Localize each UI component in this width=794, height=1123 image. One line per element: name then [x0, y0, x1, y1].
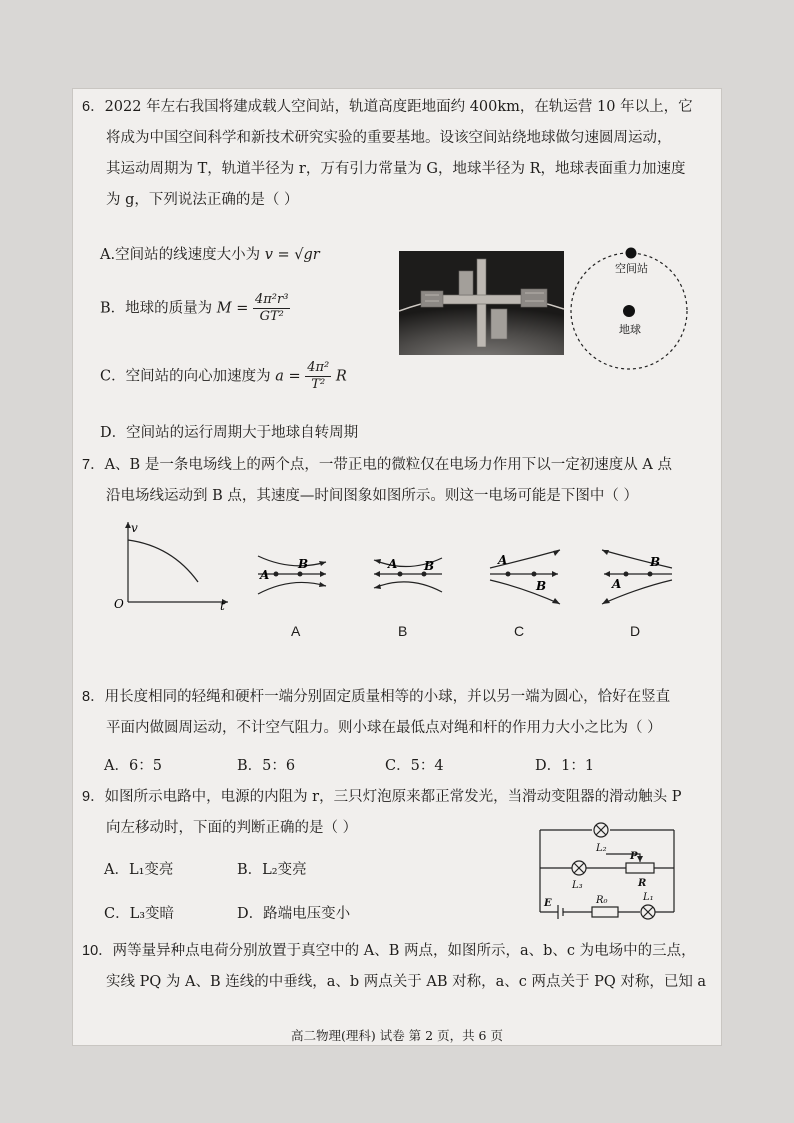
option-a: A．6：5 — [104, 758, 162, 774]
question-number: 7． — [82, 457, 105, 473]
exam-page — [72, 88, 722, 1046]
formula: v = √gr — [264, 247, 320, 263]
numerator: 4π²r³ — [254, 292, 289, 307]
space-station-photo — [399, 251, 564, 355]
option-b: B．L₂变亮 — [237, 862, 307, 878]
point-a-label: A — [388, 557, 398, 571]
point-a-label: A — [498, 553, 508, 567]
field-diagram-b — [368, 548, 448, 606]
field-diagram-d — [596, 546, 678, 608]
option-d — [100, 421, 358, 442]
option-b: B．5：6 — [237, 758, 296, 774]
option-a — [100, 243, 320, 264]
formula-lhs: M = — [216, 300, 249, 317]
diagram-label-a: A — [291, 623, 301, 639]
point-b-label: B — [536, 579, 547, 593]
question-10 — [82, 936, 712, 998]
option-c — [100, 360, 347, 393]
rheostat-r-label: R — [638, 878, 647, 889]
stem-line: 为 g，下列说法正确的是（ ） — [106, 192, 299, 208]
resistor-r0-label: R₀ — [596, 895, 608, 906]
stem-line: 两等量异种点电荷分别放置于真空中的 A、B 两点，如图所示，a、b、c 为电场中的三点， — [112, 943, 696, 959]
axis-v-label: v — [131, 521, 138, 535]
diagram-label-b: B — [398, 623, 408, 639]
point-a-label: A — [612, 577, 622, 591]
question-number: 9． — [82, 789, 105, 805]
point-b-label: B — [298, 557, 309, 571]
point-b-label: B — [424, 559, 435, 573]
stem-line: A、B 是一条电场线上的两个点，一带正电的微粒仅在电场力作用下以一定初速度从 A 点 — [104, 457, 673, 473]
question-8 — [82, 682, 712, 744]
lamp-l3-label: L₃ — [572, 880, 583, 891]
lamp-l1-label: L₁ — [643, 892, 654, 903]
question-6 — [82, 92, 712, 216]
page-footer: 高二物理(理科) 试卷 第 2 页，共 6 页 — [290, 1028, 503, 1043]
station-label: 空间站 — [615, 262, 648, 275]
axis-t-label: t — [220, 599, 225, 610]
option-c: C．L₃变暗 — [104, 906, 175, 922]
field-diagram-a — [252, 548, 332, 606]
diagram-label-d: D — [630, 623, 641, 639]
stem-line: 其运动周期为 T，轨道半径为 r，万有引力常量为 G，地球半径为 R，地球表面重力加速度 — [106, 161, 686, 177]
battery-e-label: E — [544, 898, 552, 909]
origin-label: O — [114, 597, 124, 610]
orbit-diagram — [567, 246, 692, 370]
vt-graph — [112, 518, 234, 610]
stem-line: 沿电场线运动到 B 点，其速度—时间图象如图所示。则这一电场可能是下图中（ ） — [106, 488, 638, 504]
option-text: D．空间站的运行周期大于地球自转周期 — [100, 425, 359, 441]
stem-line: 2022 年左右我国将建成载人空间站，轨道高度距地面约 400km，在轨运营 10 年以上，它 — [104, 99, 693, 115]
numerator: 4π² — [307, 360, 330, 375]
option-text: C．空间站的向心加速度为 — [100, 368, 271, 385]
fraction — [253, 292, 290, 325]
stem-line: 平面内做圆周运动，不计空气阻力。则小球在最低点对绳和杆的作用力大小之比为（ ） — [106, 720, 662, 736]
option-d: D．路端电压变小 — [237, 906, 351, 922]
stem-line: 将成为中国空间科学和新技术研究实验的重要基地。设该空间站绕地球做匀速圆周运动， — [106, 130, 672, 146]
option-b — [100, 292, 290, 325]
option-text: B．地球的质量为 — [100, 300, 213, 317]
denominator: GT² — [259, 309, 284, 324]
denominator: T² — [311, 377, 326, 392]
slider-p-label: P — [630, 851, 638, 862]
question-7 — [82, 450, 712, 512]
question-number: 8． — [82, 689, 105, 705]
option-a: A．L₁变亮 — [104, 862, 174, 878]
velocity-curve — [128, 540, 198, 582]
lamp-l2-label: L₂ — [596, 843, 607, 854]
option-d: D．1：1 — [535, 758, 595, 774]
circuit-diagram — [534, 818, 684, 926]
formula-lhs: a = — [275, 368, 301, 385]
question-number: 10． — [82, 943, 113, 959]
field-diagram-c — [484, 546, 566, 608]
point-a-label: A — [260, 568, 270, 582]
option-text: A.空间站的线速度大小为 — [100, 247, 261, 263]
question-number: 6． — [82, 99, 105, 115]
stem-line: 用长度相同的轻绳和硬杆一端分别固定质量相等的小球，并以另一端为圆心，恰好在竖直 — [104, 689, 671, 705]
earth-label: 地球 — [619, 323, 641, 336]
point-b-label: B — [650, 555, 661, 569]
stem-line: 向左移动时，下面的判断正确的是（ ） — [106, 820, 358, 836]
formula-rhs: R — [335, 368, 347, 385]
stem-line: 实线 PQ 为 A、B 连线的中垂线，a、b 两点关于 AB 对称，a、c 两点关于 PQ 对称，已知 a — [106, 974, 707, 990]
diagram-label-c: C — [514, 623, 525, 639]
earth-dot — [623, 305, 635, 317]
stem-line: 如图所示电路中，电源的内阻为 r，三只灯泡原来都正常发光，当滑动变阻器的滑动触头 P — [104, 789, 682, 805]
station-dot — [626, 248, 637, 259]
option-c: C．5：4 — [385, 758, 444, 774]
fraction — [305, 360, 331, 393]
